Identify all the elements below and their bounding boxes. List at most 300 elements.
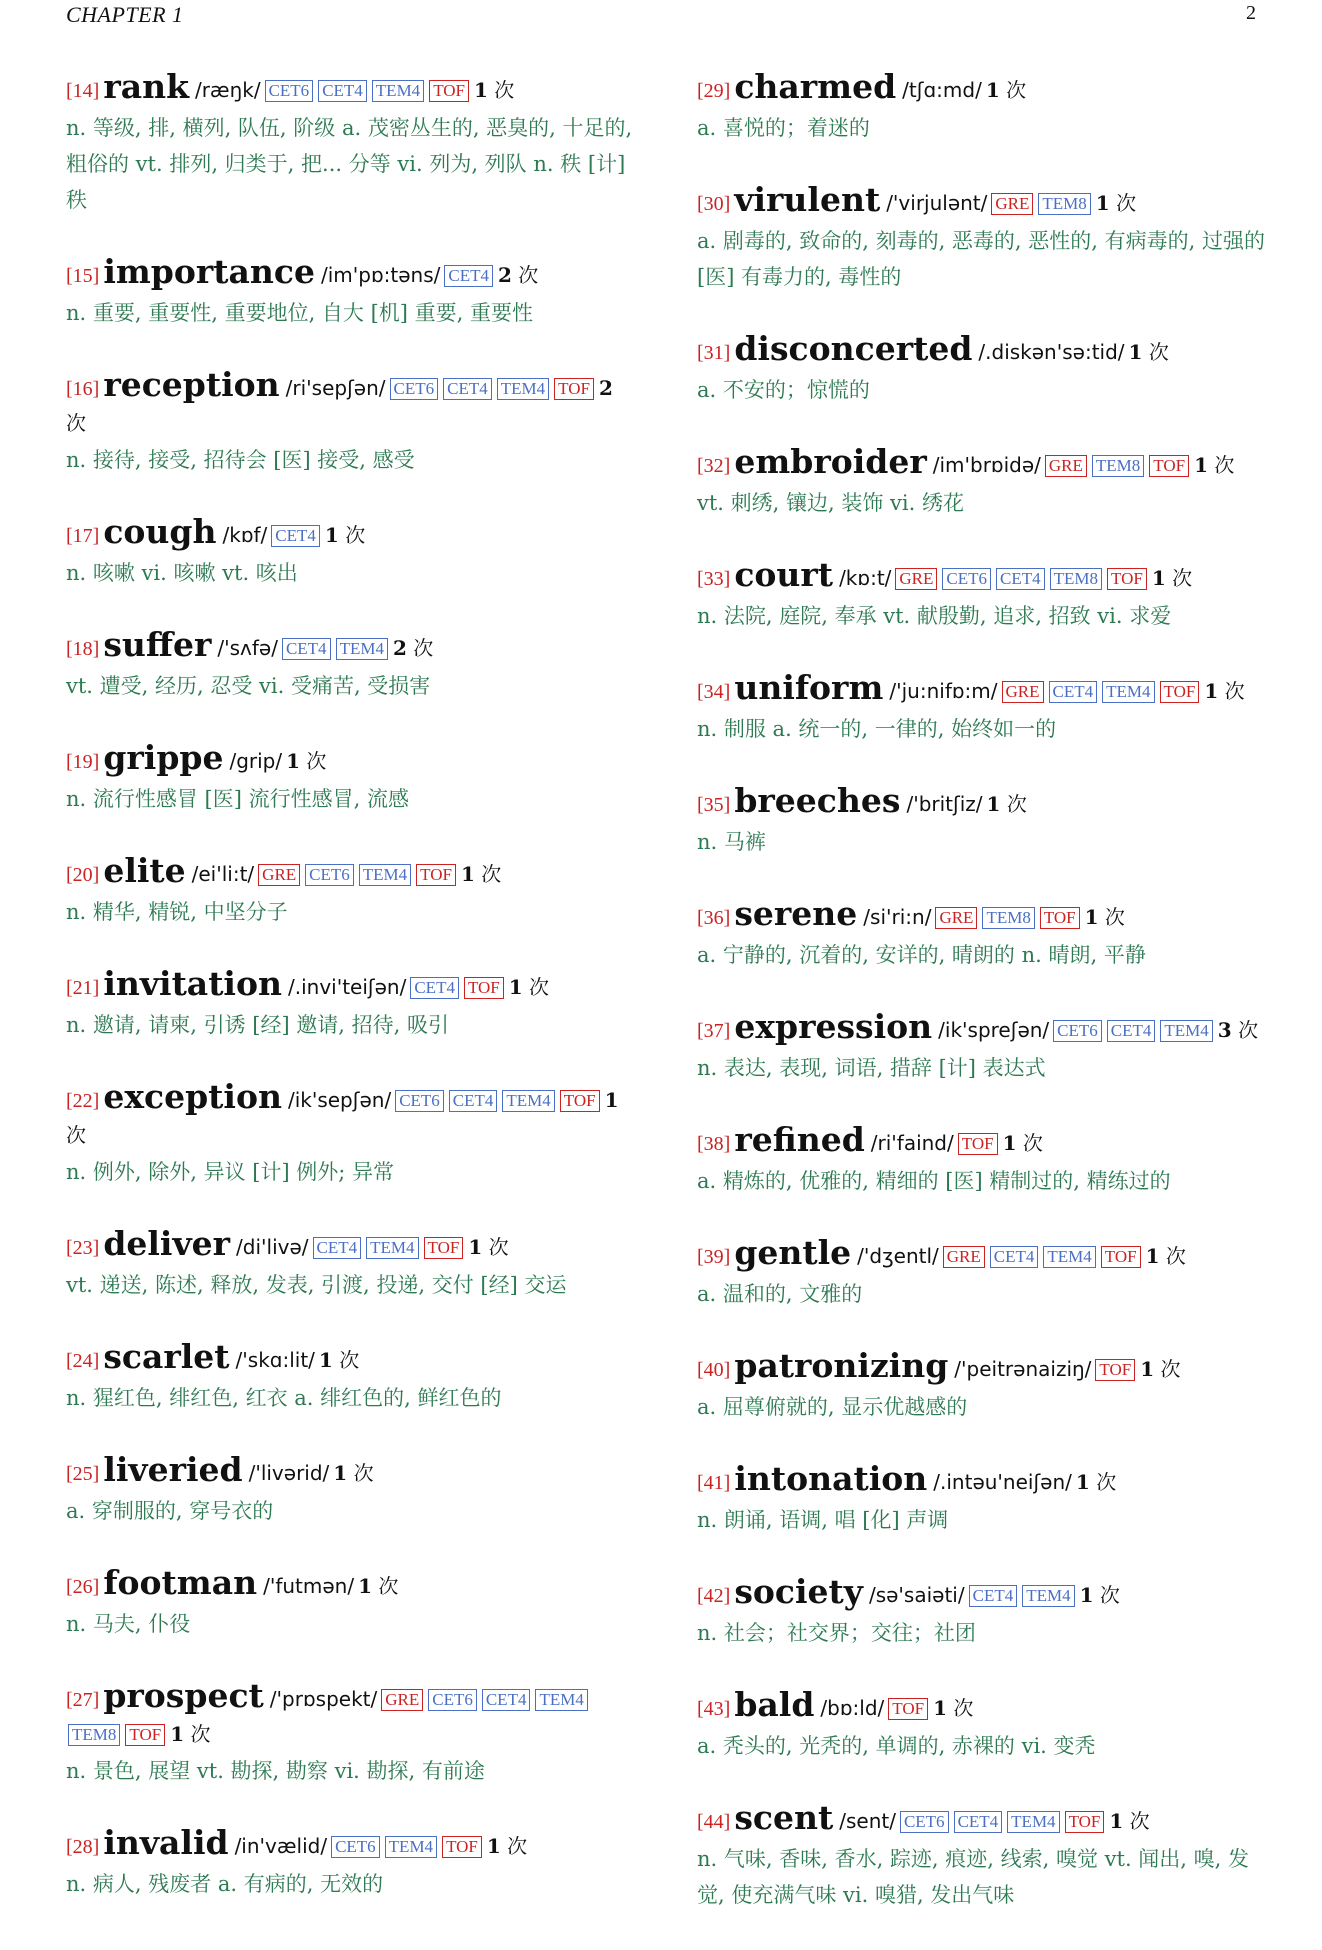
exam-tag: TOF	[1107, 568, 1147, 590]
occurrence-unit: 次	[345, 523, 366, 547]
vocab-entry	[66, 738, 636, 817]
exam-tag: TOF	[442, 1836, 482, 1858]
definition: n. 咳嗽 vi. 咳嗽 vt. 咳出	[66, 561, 298, 585]
occurrence-unit: 次	[1129, 1809, 1150, 1833]
definition: n. 景色, 展望 vt. 勘探, 勘察 vi. 勘探, 有前途	[66, 1759, 485, 1783]
phonetic: /'britʃiz/	[906, 792, 983, 816]
exam-tag: CET6	[900, 1811, 949, 1833]
definition: n. 病人, 残废者 a. 有病的, 无效的	[66, 1872, 384, 1896]
occurrence-unit: 次	[1006, 792, 1027, 816]
entry-head	[66, 1676, 636, 1751]
phonetic: /tʃɑ:md/	[902, 78, 982, 102]
vocab-entry	[66, 1337, 636, 1416]
exam-tag: TEM4	[1043, 1246, 1095, 1268]
definition: n. 法院, 庭院, 奉承 vt. 献殷勤, 追求, 招致 vi. 求爱	[697, 604, 1172, 628]
definition: n. 流行性感冒 [医] 流行性感冒, 流感	[66, 787, 409, 811]
exam-tag: TOF	[464, 977, 504, 999]
exam-tag: TEM4	[359, 864, 411, 886]
occurrence-count: 1	[1109, 1809, 1124, 1833]
headword: rank	[103, 67, 189, 106]
headword: cough	[103, 512, 217, 551]
entry-number: [16]	[66, 378, 100, 400]
headword: suffer	[103, 625, 212, 664]
phonetic: /kɒ:t/	[839, 566, 892, 590]
exam-tag: CET4	[954, 1811, 1003, 1833]
exam-tag: CET4	[313, 1237, 362, 1259]
exam-tag: TOF	[125, 1724, 165, 1746]
phonetic: /ik'sepʃən/	[287, 1088, 392, 1112]
exam-tag: CET6	[265, 80, 314, 102]
occurrence-count: 1	[1079, 1583, 1094, 1607]
entry-head	[697, 894, 1275, 935]
headword: refined	[734, 1120, 865, 1159]
entry-head	[66, 964, 636, 1005]
occurrence-unit: 次	[488, 1235, 509, 1259]
definition: a. 宁静的, 沉着的, 安详的, 晴朗的 n. 晴朗, 平静	[697, 943, 1146, 967]
definition: a. 喜悦的；着迷的	[697, 116, 870, 140]
headword: bald	[734, 1685, 815, 1724]
entry-number: [39]	[697, 1246, 731, 1268]
occurrence-count: 1	[1145, 1244, 1160, 1268]
exam-tag: TEM4	[1007, 1811, 1059, 1833]
entry-number: [37]	[697, 1020, 731, 1042]
occurrence-count: 1	[318, 1348, 333, 1372]
definition: n. 精华, 精锐, 中坚分子	[66, 900, 288, 924]
definition: n. 猩红色, 绯红色, 红衣 a. 绯红色的, 鲜红色的	[66, 1386, 502, 1410]
entry-head	[66, 1563, 636, 1604]
exam-tag: GRE	[1045, 455, 1087, 477]
entry-head	[697, 1685, 1275, 1726]
phonetic: /ræŋk/	[194, 78, 261, 102]
entry-head	[66, 738, 636, 779]
headword: invitation	[103, 964, 282, 1003]
occurrence-count: 1	[474, 78, 488, 102]
exam-tag: TEM4	[535, 1689, 587, 1711]
headword: disconcerted	[734, 329, 973, 368]
vocab-entry	[66, 964, 636, 1043]
definition: a. 秃头的, 光秃的, 单调的, 赤裸的 vi. 变秃	[697, 1734, 1096, 1758]
occurrence-count: 1	[985, 78, 1000, 102]
occurrence-unit: 次	[66, 411, 86, 435]
vocab-entry	[697, 1007, 1275, 1086]
exam-tag: CET4	[271, 525, 320, 547]
occurrence-count: 1	[333, 1461, 348, 1485]
headword: patronizing	[734, 1346, 949, 1385]
definition: n. 制服 a. 统一的, 一律的, 始终如一的	[697, 717, 1057, 741]
occurrence-unit: 次	[494, 78, 515, 102]
headword: society	[734, 1572, 863, 1611]
entry-number: [40]	[697, 1359, 731, 1381]
entry-head	[697, 1233, 1275, 1274]
exam-tag: TOF	[1160, 681, 1200, 703]
entry-number: [41]	[697, 1472, 731, 1494]
occurrence-unit: 次	[1104, 905, 1125, 929]
occurrence-unit: 次	[1214, 453, 1235, 477]
exam-tag: TEM8	[1050, 568, 1102, 590]
entry-head	[66, 1450, 636, 1491]
vocab-entry	[66, 365, 636, 478]
definition: n. 气味, 香味, 香水, 踪迹, 痕迹, 线索, 嗅觉 vt. 闻出, 嗅, 发觉, 使充满气味 vi. 嗅猎, 发出气味	[697, 1847, 1250, 1907]
occurrence-unit: 次	[518, 263, 539, 287]
phonetic: /.invi'teiʃən/	[287, 975, 407, 999]
phonetic: /si'ri:n/	[863, 905, 932, 929]
entry-number: [43]	[697, 1698, 731, 1720]
occurrence-unit: 次	[1172, 566, 1193, 590]
phonetic: /'skɑ:lit/	[235, 1348, 315, 1372]
phonetic: /ri'faind/	[870, 1131, 954, 1155]
headword: embroider	[734, 442, 927, 481]
vocab-entry	[697, 329, 1275, 408]
vocab-entry	[697, 1685, 1275, 1764]
vocab-entry	[66, 1676, 636, 1789]
exam-tag: CET4	[482, 1689, 531, 1711]
headword: elite	[103, 851, 186, 890]
occurrence-unit: 次	[1006, 78, 1027, 102]
headword: gentle	[734, 1233, 852, 1272]
vocab-entry	[66, 1563, 636, 1642]
vocab-entry	[66, 625, 636, 704]
vocab-entry	[697, 1233, 1275, 1312]
occurrence-count: 1	[1095, 191, 1110, 215]
exam-tag: TOF	[958, 1133, 998, 1155]
occurrence-count: 1	[933, 1696, 947, 1720]
exam-tag: TOF	[424, 1237, 464, 1259]
occurrence-count: 1	[604, 1088, 619, 1112]
occurrence-unit: 次	[529, 975, 550, 999]
exam-tag: CET4	[996, 568, 1045, 590]
entry-head	[66, 1224, 636, 1265]
headword: prospect	[103, 1676, 264, 1715]
entry-head	[697, 67, 1275, 108]
entry-number: [17]	[66, 525, 100, 547]
phonetic: /sent/	[839, 1809, 896, 1833]
occurrence-count: 1	[460, 862, 475, 886]
exam-tag: CET4	[282, 638, 331, 660]
occurrence-unit: 次	[1099, 1583, 1120, 1607]
exam-tag: CET4	[410, 977, 459, 999]
entry-head	[66, 1337, 636, 1378]
occurrence-unit: 次	[378, 1574, 399, 1598]
headword: reception	[103, 365, 280, 404]
entry-head	[66, 625, 636, 666]
headword: footman	[103, 1563, 258, 1602]
page-number: 2	[1246, 2, 1256, 24]
definition: a. 穿制服的, 穿号衣的	[66, 1499, 274, 1523]
occurrence-count: 1	[486, 1834, 501, 1858]
occurrence-unit: 次	[1238, 1018, 1259, 1042]
occurrence-count: 1	[1084, 905, 1099, 929]
entry-head	[697, 1346, 1275, 1387]
headword: court	[734, 555, 834, 594]
entry-number: [18]	[66, 638, 100, 660]
exam-tag: TOF	[560, 1090, 600, 1112]
exam-tag: TEM8	[68, 1724, 120, 1746]
occurrence-unit: 次	[339, 1348, 360, 1372]
definition: n. 接待, 接受, 招待会 [医] 接受, 感受	[66, 448, 415, 472]
phonetic: /im'brɒidə/	[932, 453, 1041, 477]
exam-tag: TEM8	[982, 907, 1034, 929]
occurrence-count: 1	[1204, 679, 1219, 703]
occurrence-unit: 次	[66, 1123, 86, 1147]
occurrence-unit: 次	[306, 749, 327, 773]
entry-number: [32]	[697, 455, 731, 477]
headword: virulent	[734, 180, 881, 219]
occurrence-unit: 次	[190, 1722, 211, 1746]
entry-number: [27]	[66, 1689, 100, 1711]
occurrence-count: 2	[598, 376, 613, 400]
phonetic: /'futmən/	[263, 1574, 355, 1598]
exam-tag: TEM4	[502, 1090, 554, 1112]
occurrence-unit: 次	[1160, 1357, 1181, 1381]
headword: charmed	[734, 67, 897, 106]
exam-tag: TEM4	[366, 1237, 418, 1259]
phonetic: /'ju:nifɒ:m/	[889, 679, 998, 703]
phonetic: /'peitrənaiziŋ/	[954, 1357, 1092, 1381]
entry-number: [14]	[66, 80, 100, 102]
exam-tag: GRE	[895, 568, 937, 590]
exam-tag: TEM8	[1092, 455, 1144, 477]
headword: uniform	[734, 668, 884, 707]
occurrence-unit: 次	[353, 1461, 374, 1485]
exam-tag: GRE	[1002, 681, 1044, 703]
phonetic: /'virjulənt/	[886, 191, 988, 215]
exam-tag: TEM8	[1038, 193, 1090, 215]
headword: breeches	[734, 781, 901, 820]
definition: n. 马裤	[697, 830, 766, 854]
vocab-entry	[697, 1120, 1275, 1199]
occurrence-count: 1	[1140, 1357, 1155, 1381]
exam-tag: TOF	[1101, 1246, 1141, 1268]
entry-number: [34]	[697, 681, 731, 703]
occurrence-unit: 次	[1165, 1244, 1186, 1268]
phonetic: /in'vælid/	[234, 1834, 328, 1858]
headword: serene	[734, 894, 858, 933]
phonetic: /'sʌfə/	[217, 636, 278, 660]
definition: n. 邀请, 请柬, 引诱 [经] 邀请, 招待, 吸引	[66, 1013, 450, 1037]
entry-number: [15]	[66, 265, 100, 287]
vocab-entry	[66, 1224, 636, 1303]
occurrence-count: 1	[468, 1235, 483, 1259]
phonetic: /sə'saiəti/	[868, 1583, 965, 1607]
occurrence-unit: 次	[1022, 1131, 1043, 1155]
exam-tag: CET6	[428, 1689, 477, 1711]
exam-tag: CET4	[318, 80, 367, 102]
definition: a. 温和的, 文雅的	[697, 1282, 863, 1306]
occurrence-count: 1	[1075, 1470, 1090, 1494]
exam-tag: CET4	[443, 378, 492, 400]
headword: deliver	[103, 1224, 231, 1263]
exam-tag: CET4	[1049, 681, 1098, 703]
entry-head	[66, 1077, 636, 1152]
definition: a. 屈尊俯就的, 显示优越感的	[697, 1395, 968, 1419]
phonetic: /ri'sepʃən/	[285, 376, 386, 400]
definition: vt. 遭受, 经历, 忍受 vi. 受痛苦, 受损害	[66, 674, 431, 698]
exam-tag: CET4	[1107, 1020, 1156, 1042]
definition: a. 精炼的, 优雅的, 精细的 [医] 精制过的, 精练过的	[697, 1169, 1171, 1193]
entry-number: [35]	[697, 794, 731, 816]
occurrence-count: 1	[1194, 453, 1209, 477]
exam-tag: TEM4	[497, 378, 549, 400]
exam-tag: TEM4	[1102, 681, 1154, 703]
headword: exception	[103, 1077, 282, 1116]
headword: intonation	[734, 1459, 928, 1498]
occurrence-count: 3	[1217, 1018, 1232, 1042]
entry-number: [33]	[697, 568, 731, 590]
entry-head	[697, 1007, 1275, 1048]
entry-head	[697, 1798, 1275, 1839]
entry-head	[66, 512, 636, 553]
exam-tag: TOF	[554, 378, 594, 400]
exam-tag: TOF	[1095, 1359, 1135, 1381]
vocab-entry	[697, 1798, 1275, 1913]
exam-tag: CET6	[395, 1090, 444, 1112]
phonetic: /ik'spreʃən/	[938, 1018, 1050, 1042]
phonetic: /'dʒentl/	[857, 1244, 939, 1268]
exam-tag: TEM4	[372, 80, 424, 102]
entry-head	[66, 365, 636, 440]
definition: a. 剧毒的, 致命的, 刻毒的, 恶毒的, 恶性的, 有病毒的, 过强的 [医] 有毒力的, 毒性的	[697, 229, 1265, 289]
occurrence-count: 1	[1002, 1131, 1017, 1155]
phonetic: /.diskən'sə:tid/	[978, 340, 1125, 364]
occurrence-unit: 次	[1148, 340, 1169, 364]
definition: n. 等级, 排, 横列, 队伍, 阶级 a. 茂密丛生的, 恶臭的, 十足的, 粗俗的 vt. 排列, 归类于, 把... 分等 vi. 列为, 列队 n. 秩 [计] 秩	[66, 116, 633, 212]
occurrence-unit: 次	[1224, 679, 1245, 703]
occurrence-unit: 次	[507, 1834, 528, 1858]
exam-tag: GRE	[381, 1689, 423, 1711]
definition: n. 朗诵, 语调, 唱 [化] 声调	[697, 1508, 949, 1532]
entry-number: [36]	[697, 907, 731, 929]
occurrence-count: 1	[170, 1722, 185, 1746]
occurrence-count: 1	[508, 975, 523, 999]
entry-head	[66, 851, 636, 892]
exam-tag: CET4	[449, 1090, 498, 1112]
entry-number: [25]	[66, 1463, 100, 1485]
occurrence-count: 1	[324, 523, 339, 547]
vocab-entry	[697, 894, 1275, 973]
occurrence-unit: 次	[481, 862, 502, 886]
phonetic: /kɒf/	[222, 523, 268, 547]
definition: n. 表达, 表现, 词语, 措辞 [计] 表达式	[697, 1056, 1046, 1080]
entry-number: [30]	[697, 193, 731, 215]
right-column	[697, 67, 1275, 1950]
headword: scarlet	[103, 1337, 230, 1376]
vocab-entry	[66, 1450, 636, 1529]
exam-tag: CET6	[305, 864, 354, 886]
occurrence-unit: 次	[1096, 1470, 1117, 1494]
entry-number: [28]	[66, 1836, 100, 1858]
vocab-entry	[66, 252, 636, 331]
chapter-header: CHAPTER 1	[66, 2, 184, 27]
phonetic: /im'pɒ:təns/	[320, 263, 441, 287]
entry-head	[697, 180, 1275, 221]
entry-head	[66, 67, 636, 108]
exam-tag: TOF	[1149, 455, 1189, 477]
occurrence-count: 2	[497, 263, 512, 287]
exam-tag: TOF	[1040, 907, 1080, 929]
exam-tag: CET6	[390, 378, 439, 400]
entry-number: [42]	[697, 1585, 731, 1607]
phonetic: /di'livə/	[236, 1235, 309, 1259]
phonetic: /'livərid/	[248, 1461, 330, 1485]
occurrence-count: 1	[286, 749, 301, 773]
definition: n. 马夫, 仆役	[66, 1612, 191, 1636]
entry-number: [24]	[66, 1350, 100, 1372]
phonetic: /ei'li:t/	[191, 862, 255, 886]
entry-head	[697, 329, 1275, 370]
vocab-entry	[66, 1823, 636, 1902]
vocab-entry	[697, 442, 1275, 521]
entry-number: [29]	[697, 80, 731, 102]
occurrence-unit: 次	[1116, 191, 1137, 215]
headword: importance	[103, 252, 315, 291]
vocab-entry	[697, 1346, 1275, 1425]
phonetic: /grip/	[229, 749, 283, 773]
vocab-entry	[66, 1077, 636, 1190]
exam-tag: CET6	[331, 1836, 380, 1858]
entry-head	[697, 1120, 1275, 1161]
exam-tag: GRE	[991, 193, 1033, 215]
exam-tag: TEM4	[336, 638, 388, 660]
exam-tag: CET4	[969, 1585, 1018, 1607]
exam-tag: TEM4	[385, 1836, 437, 1858]
exam-tag: TOF	[888, 1698, 928, 1720]
phonetic: /bɒ:ld/	[820, 1696, 885, 1720]
definition: a. 不安的；惊慌的	[697, 378, 870, 402]
entry-number: [38]	[697, 1133, 731, 1155]
entry-number: [20]	[66, 864, 100, 886]
entry-head	[66, 1823, 636, 1864]
left-column	[66, 67, 636, 1939]
vocab-entry	[697, 1459, 1275, 1538]
vocab-entry	[697, 668, 1275, 747]
entry-number: [44]	[697, 1811, 731, 1833]
vocab-entry	[697, 1572, 1275, 1651]
exam-tag: CET6	[1053, 1020, 1102, 1042]
entry-head	[697, 1459, 1275, 1500]
entry-head	[697, 1572, 1275, 1613]
exam-tag: TOF	[429, 80, 469, 102]
entry-number: [23]	[66, 1237, 100, 1259]
exam-tag: TEM4	[1022, 1585, 1074, 1607]
headword: grippe	[103, 738, 224, 777]
vocab-entry	[66, 851, 636, 930]
headword: scent	[734, 1798, 834, 1837]
entry-head	[697, 668, 1275, 709]
entry-number: [22]	[66, 1090, 100, 1112]
vocab-entry	[697, 781, 1275, 860]
vocab-entry	[66, 512, 636, 591]
entry-head	[697, 781, 1275, 822]
entry-number: [21]	[66, 977, 100, 999]
vocab-entry	[66, 67, 636, 218]
occurrence-count: 1	[358, 1574, 373, 1598]
occurrence-count: 2	[392, 636, 407, 660]
definition: vt. 刺绣, 镶边, 装饰 vi. 绣花	[697, 491, 964, 515]
vocab-entry	[697, 180, 1275, 295]
occurrence-count: 1	[986, 792, 1001, 816]
exam-tag: GRE	[943, 1246, 985, 1268]
definition: n. 社会；社交界；交往；社团	[697, 1621, 976, 1645]
exam-tag: GRE	[935, 907, 977, 929]
occurrence-unit: 次	[413, 636, 434, 660]
exam-tag: TOF	[1065, 1811, 1105, 1833]
occurrence-count: 1	[1151, 566, 1166, 590]
exam-tag: TEM4	[1160, 1020, 1212, 1042]
vocab-entry	[697, 555, 1275, 634]
exam-tag: TOF	[416, 864, 456, 886]
vocab-entry	[697, 67, 1275, 146]
entry-head	[697, 442, 1275, 483]
